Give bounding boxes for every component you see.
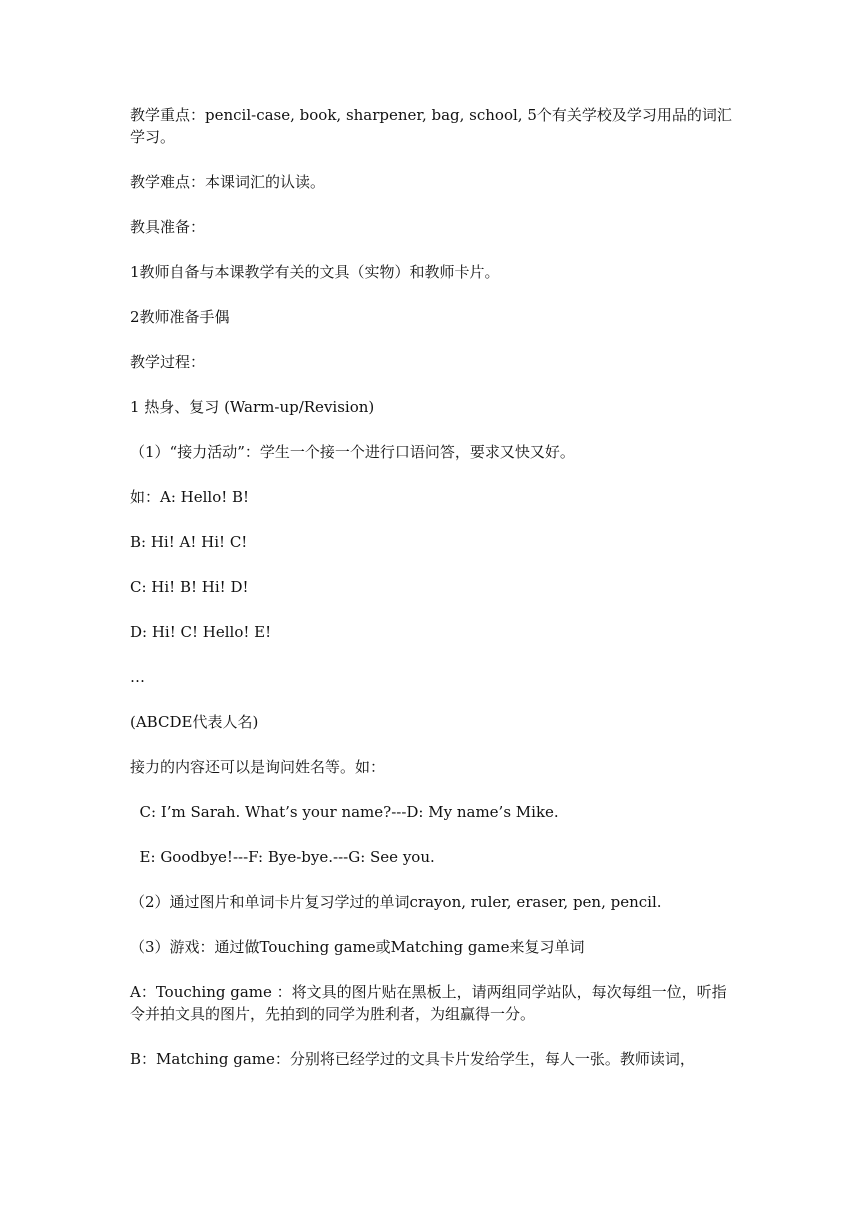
teaching-process-heading: 教学过程：: [130, 353, 206, 371]
teaching-aid-item-2: 2教师准备手偶: [130, 308, 230, 326]
touching-game-paragraph: A：Touching game ：将文具的图片贴在黑板上，请两组同学站队，每次每组一位，听指令并拍文具的图片，先拍到的同学为胜利者，为组赢得一分。: [130, 983, 727, 1023]
dialogue-line-c: C: Hi! B! Hi! D!: [130, 578, 249, 596]
document-body: [130, 104, 732, 1093]
farewell-dialogue-example: E: Goodbye!---F: Bye-bye.---G: See you.: [130, 848, 435, 866]
dialogue-line-b: B: Hi! A! Hi! C!: [130, 533, 248, 551]
teaching-focus-paragraph: 教学重点：pencil-case, book, sharpener, bag, school, 5个有关学校及学习用品的词汇学习。: [130, 106, 732, 146]
matching-game-paragraph: B：Matching game：分别将已经学过的文具卡片发给学生，每人一张。教师读词，: [130, 1050, 695, 1068]
relay-content-note: 接力的内容还可以是询问姓名等。如：: [130, 758, 386, 776]
dialogue-line-a: 如：A: Hello! B!: [130, 488, 250, 506]
teaching-aid-item-1: 1教师自备与本课教学有关的文具（实物）和教师卡片。: [130, 263, 500, 281]
ellipsis-line: …: [130, 668, 145, 686]
dialogue-line-d: D: Hi! C! Hello! E!: [130, 623, 272, 641]
game-heading: （3）游戏：通过做Touching game或Matching game来复习单词: [130, 938, 585, 956]
teaching-difficulty-paragraph: 教学难点：本课词汇的认读。: [130, 173, 326, 191]
teaching-aids-heading: 教具准备：: [130, 218, 206, 236]
word-review-paragraph: （2）通过图片和单词卡片复习学过的单词crayon, ruler, eraser, pen, pencil.: [130, 893, 662, 911]
name-dialogue-example: C: I’m Sarah. What’s your name?---D: My name’s Mike.: [130, 803, 559, 821]
warmup-section-heading: 1 热身、复习 (Warm-up/Revision): [130, 398, 375, 416]
relay-activity-paragraph: （1）“接力活动”：学生一个接一个进行口语问答，要求又快又好。: [130, 443, 575, 461]
names-note: (ABCDE代表人名): [130, 713, 259, 731]
